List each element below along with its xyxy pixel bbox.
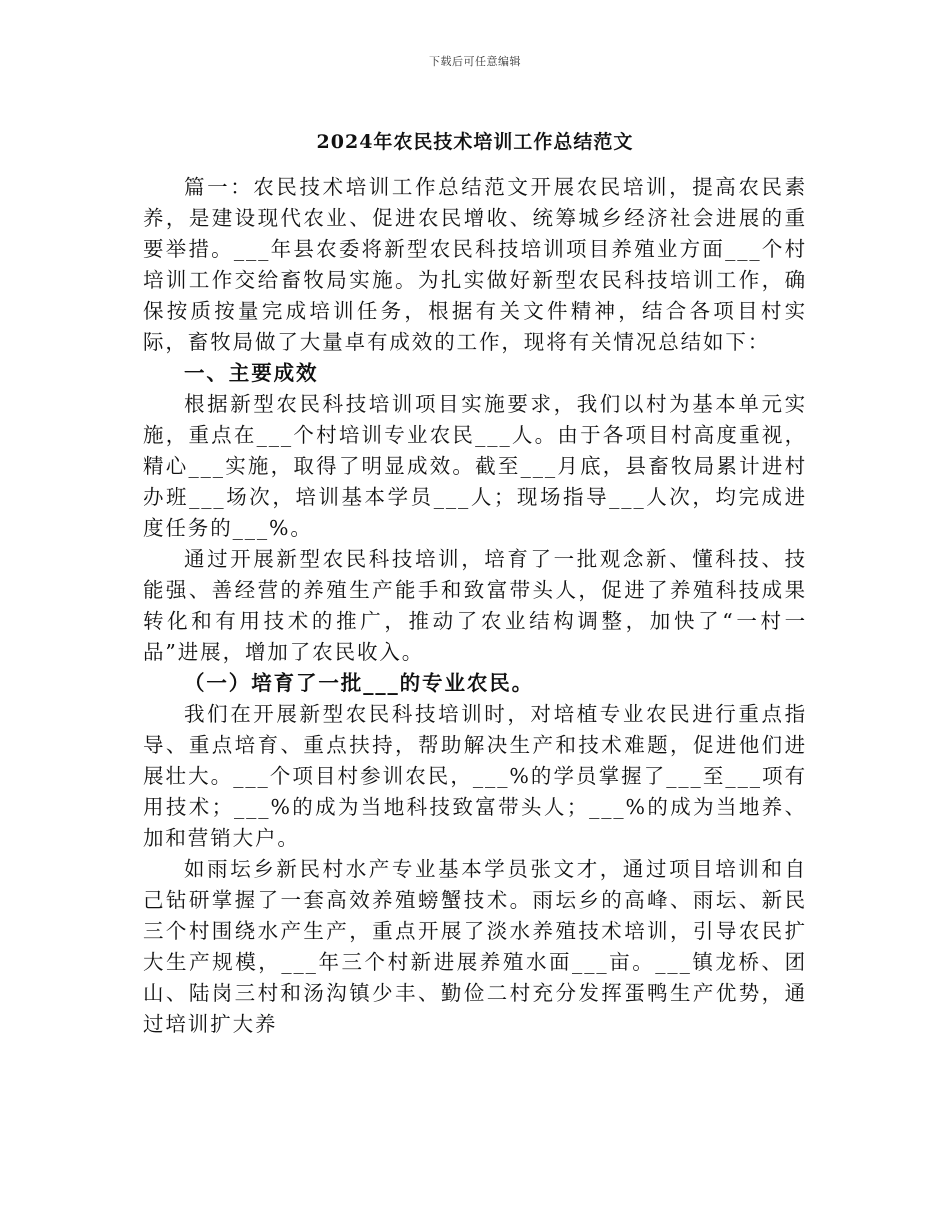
document-title: 2024年农民技术培训工作总结范文 [316, 131, 634, 153]
subsection-heading: （一）培育了一批___的专业农民。 [184, 671, 535, 695]
body-paragraph: 我们在开展新型农民科技培训时，对培植专业农民进行重点指导、重点培育、重点扶持，帮助解决生产和技术难题，促进他们进展壮大。___个项目村参训农民，___%的学员掌握了___至___项有用技术；___%的成为当地科技致富带头人；___%的成为当地养、加和营销大户。 [143, 702, 807, 850]
body-paragraph: 根据新型农民科技培训项目实施要求，我们以村为基本单元实施，重点在___个村培训专业农民___人。由于各项目村高度重视，精心___实施，取得了明显成效。截至___月底，县畜牧局累计进村办班___场次，培训基本学员___人；现场指导___人次，均完成进度任务的___%。 [143, 392, 807, 540]
body-paragraph: 通过开展新型农民科技培训，培育了一批观念新、懂科技、技能强、善经营的养殖生产能手和致富带头人，促进了养殖科技成果转化和有用技术的推广，推动了农业结构调整，加快了“一村一品”进展，增加了农民收入。 [143, 547, 807, 664]
document-body [143, 172, 807, 1040]
body-paragraph: 如雨坛乡新民村水产专业基本学员张文才，通过项目培训和自己钻研掌握了一套高效养殖螃蟹技术。雨坛乡的高峰、雨坛、新民三个村围绕水产生产，重点开展了淡水养殖技术培训，引导农民扩大生产规模，___年三个村新进展养殖水面___亩。___镇龙桥、团山、陆岗三村和汤沟镇少丰、勤俭二村充分发挥蛋鸭生产优势，通过培训扩大养 [143, 857, 807, 1036]
header-note: 下载后可任意编辑 [429, 55, 521, 68]
section-heading-main-results: 一、主要成效 [184, 361, 319, 385]
intro-paragraph: 篇一：农民技术培训工作总结范文开展农民培训，提高农民素养，是建设现代农业、促进农民增收、统筹城乡经济社会进展的重要举措。___年县农委将新型农民科技培训项目养殖业方面___个村培训工作交给畜牧局实施。为扎实做好新型农民科技培训工作，确保按质按量完成培训任务，根据有关文件精神，结合各项目村实际，畜牧局做了大量卓有成效的工作，现将有关情况总结如下： [143, 175, 807, 354]
